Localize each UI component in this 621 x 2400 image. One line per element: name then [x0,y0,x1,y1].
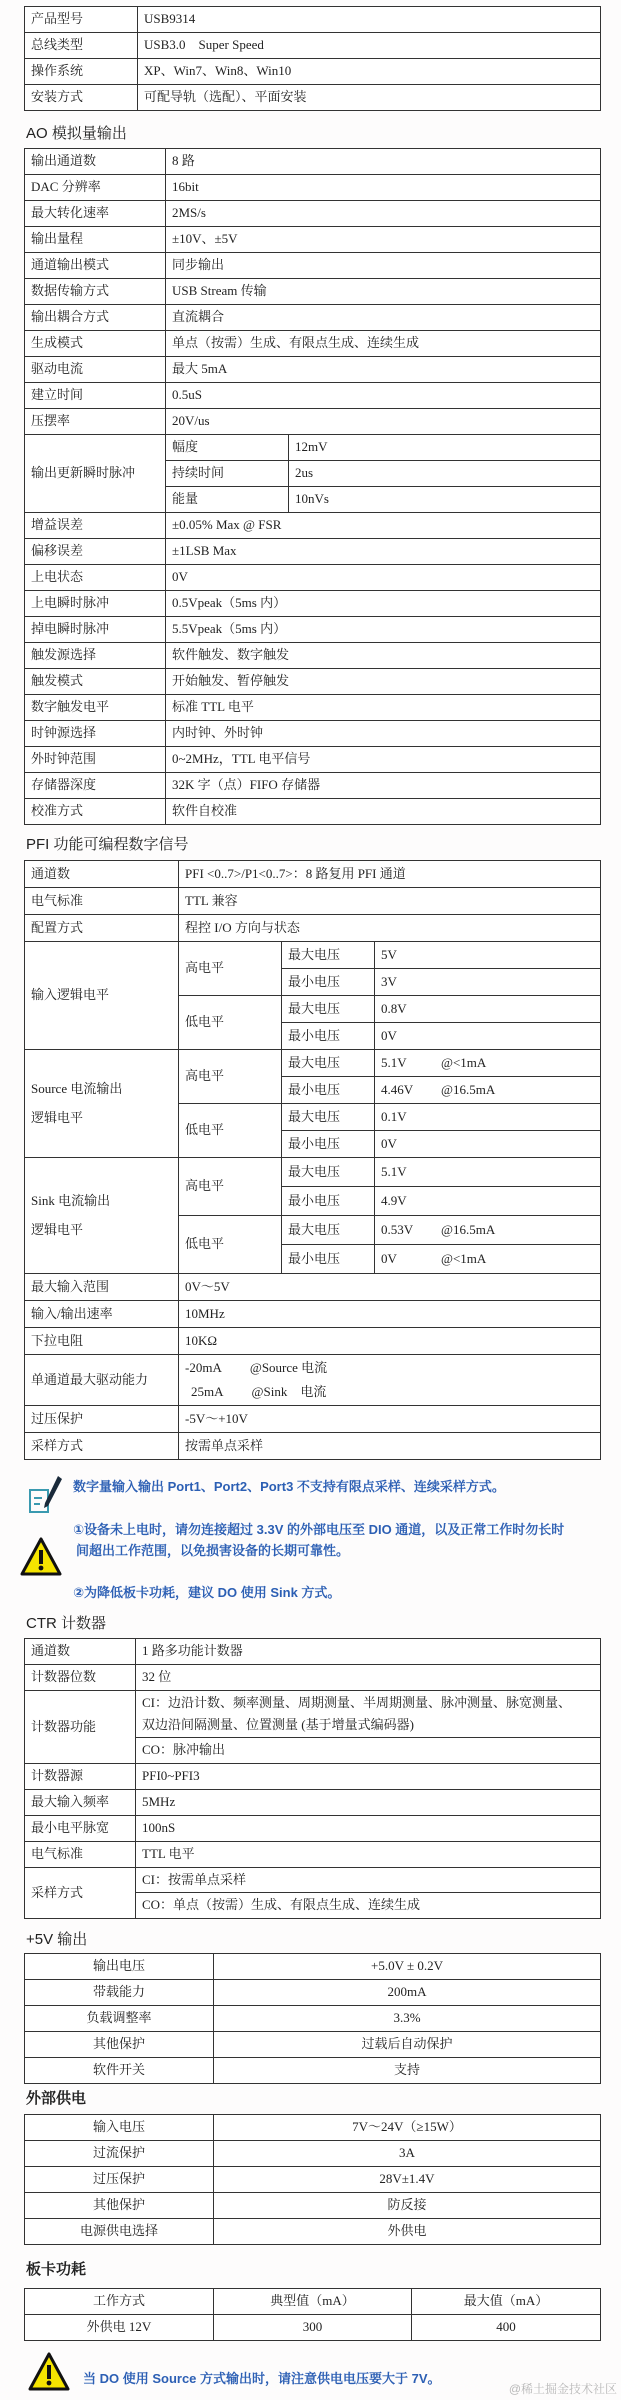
row-value: 100nS [136,1816,601,1842]
sub-label: 最小电压 [282,969,375,996]
row-value: 5MHz [136,1790,601,1816]
row-label: 电源供电选择 [25,2219,214,2245]
watermark: @稀土掘金技术社区 [508,2382,617,2396]
section-title-power-consumption: 板卡功耗 [26,2261,87,2278]
warning-icon [20,1537,62,1581]
sub-label: 最大电压 [282,1050,375,1077]
table-row [25,1980,601,2006]
level-label: 低电平 [179,996,282,1050]
row-value: USB Stream 传输 [166,279,601,305]
level-label: 低电平 [179,1216,282,1274]
column-header: 典型值（mA） [214,2289,412,2315]
row-label: 输出量程 [25,227,166,253]
sub-label: 最大电压 [282,1158,375,1187]
row-value: 0.5uS [166,383,601,409]
voltage-value: 5V [381,946,397,962]
table-row [25,1639,601,1665]
pfi-section [24,860,601,1460]
sub-label: 持续时间 [166,461,289,487]
row-label: 过压保护 [25,1406,179,1433]
table-row [25,2167,601,2193]
warning-text-source-voltage: 当 DO 使用 Source 方式输出时，请注意供电电压要大于 7V。 [83,2371,441,2386]
level-label: 高电平 [179,1158,282,1216]
row-value: 软件自校准 [166,799,601,825]
row-value: 3.3% [214,2006,601,2032]
table-row [25,149,601,175]
table-row [25,1790,601,1816]
row-value: PFI <0..7>/P1<0..7>：8 路复用 PFI 通道 [179,861,601,888]
drive-value: 25mA [191,1384,224,1399]
voltage-value: 0V [381,1027,397,1043]
row-value: CO：单点（按需）生成、有限点生成、连续生成 [136,1893,601,1919]
row-value: 1 路多功能计数器 [136,1639,601,1665]
row-value: 10nVs [289,487,601,513]
table-row [25,695,601,721]
row-label: 外时钟范围 [25,747,166,773]
sub-label: 最小电压 [282,1077,375,1104]
table-row [25,1433,601,1460]
voltage-value: 4.9V [381,1192,407,1208]
row-value: 过载后自动保护 [214,2032,601,2058]
table-row [25,1158,601,1187]
row-label [25,942,179,1050]
voltage-condition: @16.5mA [441,1081,496,1097]
row-label: 上电瞬时脉冲 [25,591,166,617]
row-value [375,1023,601,1050]
voltage-value: 3V [381,973,397,989]
row-value: 软件触发、数字触发 [166,643,601,669]
voltage-value: 5.1V [381,1054,407,1070]
ci-functions-line1: CI：边沿计数、频率测量、周期测量、半周期测量、脉冲测量、脉宽测量、 [142,1695,572,1711]
cell: 400 [412,2315,601,2341]
section-title-5v: +5V 输出 [26,1931,88,1948]
v5-section [24,1953,601,2084]
table-row [25,85,601,111]
warning-icon [28,2352,70,2396]
basic-spec-section [24,6,601,111]
row-label: 过压保护 [25,2167,214,2193]
table-row [25,1868,601,1893]
row-value: USB3.0 Super Speed [138,33,601,59]
row-label: 输入电压 [25,2115,214,2141]
row-value: 32 位 [136,1665,601,1691]
table-row [25,331,601,357]
row-value: 10KΩ [179,1328,601,1355]
row-label: 上电状态 [25,565,166,591]
drive-condition: @Source 电流 [249,1359,328,1375]
table-row [25,253,601,279]
ao-spec-table [24,148,601,825]
row-value: 防反接 [214,2193,601,2219]
level-label: 高电平 [179,942,282,996]
ctr-spec-table [24,1638,601,1919]
voltage-value: 4.46V [381,1081,414,1097]
row-value: -5V～+10V [179,1406,601,1433]
table-row [25,565,601,591]
row-value: +5.0V ± 0.2V [214,1954,601,1980]
voltage-value: 0V [381,1250,397,1266]
group-label-line: 逻辑电平 [31,1221,84,1237]
row-value [375,1131,601,1158]
table-row [25,1816,601,1842]
table-row [25,1842,601,1868]
ao-section [24,148,601,825]
row-label: 掉电瞬时脉冲 [25,617,166,643]
table-row [25,773,601,799]
table-row [25,59,601,85]
table-row [25,747,601,773]
table-row [25,357,601,383]
row-value [375,1050,601,1077]
row-label: 单通道最大驱动能力 [25,1355,179,1406]
voltage-value: 0.8V [381,1000,407,1016]
sub-label: 最小电压 [282,1245,375,1274]
row-value [375,1104,601,1131]
row-label: DAC 分辨率 [25,175,166,201]
row-label: 采样方式 [25,1433,179,1460]
table-row [25,175,601,201]
group-label-line: Sink 电流输出 [31,1193,111,1209]
table-row [25,2032,601,2058]
row-value: 2us [289,461,601,487]
note-pen-icon [28,1474,64,1520]
row-label: 增益误差 [25,513,166,539]
row-label: 采样方式 [25,1868,136,1919]
table-row [25,1355,601,1406]
table-row [25,279,601,305]
row-value: 内时钟、外时钟 [166,721,601,747]
row-value: 标准 TTL 电平 [166,695,601,721]
table-row [25,383,601,409]
row-label: 通道数 [25,861,179,888]
row-value [375,1158,601,1187]
table-header-row [25,2289,601,2315]
sub-label: 最大电压 [282,996,375,1023]
row-label [25,1158,179,1274]
basic-spec-table [24,6,601,111]
voltage-condition: @<1mA [441,1250,487,1266]
sub-label: 最小电压 [282,1187,375,1216]
row-label: 输出电压 [25,1954,214,1980]
warning-text-line2: 间超出工作范围，以免损害设备的长期可靠性。 [76,1543,350,1558]
row-value: 可配导轨（选配）、平面安装 [138,85,601,111]
row-label: 最小电平脉宽 [25,1816,136,1842]
column-header: 最大值（mA） [412,2289,601,2315]
power-section [24,2288,601,2341]
row-label: 最大输入频率 [25,1790,136,1816]
section-title-pfi: PFI 功能可编程数字信号 [26,836,189,853]
table-row [25,2193,601,2219]
row-label: 最大输入范围 [25,1274,179,1301]
row-label: 计数器位数 [25,1665,136,1691]
sub-label: 最大电压 [282,1104,375,1131]
row-value [375,1216,601,1245]
row-value [375,1077,601,1104]
power-consumption-table [24,2288,601,2341]
table-row [25,305,601,331]
row-value: 支持 [214,2058,601,2084]
row-value: 10MHz [179,1301,601,1328]
voltage-value: 0.1V [381,1108,407,1124]
row-value: TTL 兼容 [179,888,601,915]
table-row [25,1301,601,1328]
table-row [25,1691,601,1738]
row-value: 12mV [289,435,601,461]
drive-value: -20mA [185,1359,222,1375]
sub-label: 最大电压 [282,1216,375,1245]
section-title-external-power: 外部供电 [26,2090,87,2107]
row-value: 7V～24V（≥15W） [214,2115,601,2141]
row-value: 28V±1.4V [214,2167,601,2193]
table-row [25,227,601,253]
row-value: 0.5Vpeak（5ms 内） [166,591,601,617]
table-row [25,2058,601,2084]
row-label: 触发模式 [25,669,166,695]
sub-label: 最小电压 [282,1131,375,1158]
section-title-ctr: CTR 计数器 [26,1615,106,1632]
table-row [25,2006,601,2032]
voltage-value: 5.1V [381,1163,407,1179]
row-value [375,1187,601,1216]
row-value: 5.5Vpeak（5ms 内） [166,617,601,643]
row-value: 3A [214,2141,601,2167]
column-header: 工作方式 [25,2289,214,2315]
row-value: 直流耦合 [166,305,601,331]
row-value [375,996,601,1023]
group-label-line: Source 电流输出 [31,1081,123,1097]
voltage-condition: @<1mA [441,1054,487,1070]
row-label: 计数器功能 [25,1691,136,1764]
sub-label: 幅度 [166,435,289,461]
row-label: 其他保护 [25,2032,214,2058]
row-label: 输入/输出速率 [25,1301,179,1328]
table-row [25,942,601,969]
row-value: 0~2MHz，TTL 电平信号 [166,747,601,773]
warning-text-line1: ①设备未上电时，请勿连接超过 3.3V 的外部电压至 DIO 通道，以及正常工作时勿长时 [73,1522,565,1537]
level-label: 高电平 [179,1050,282,1104]
row-label: 电气标准 [25,888,179,915]
table-row [25,201,601,227]
row-label: 电气标准 [25,1842,136,1868]
ctr-section [24,1638,601,1919]
voltage-condition: @16.5mA [441,1221,496,1237]
row-label: 其他保护 [25,2193,214,2219]
row-label: 校准方式 [25,799,166,825]
note-port-sampling: 数字量输入输出 Port1、Port2、Port3 不支持有限点采样、连续采样方式。 [73,1479,505,1494]
table-row [25,1328,601,1355]
voltage-value: 0V [381,1135,397,1151]
table-row [25,7,601,33]
row-label: 产品型号 [25,7,138,33]
row-label: 数据传输方式 [25,279,166,305]
table-row [25,721,601,747]
row-value: 最大 5mA [166,357,601,383]
row-value: 20V/us [166,409,601,435]
ext-power-table [24,2114,601,2245]
row-value: ±0.05% Max @ FSR [166,513,601,539]
row-label: 最大转化速率 [25,201,166,227]
table-row [25,33,601,59]
sub-label: 最小电压 [282,1023,375,1050]
row-label: 输出通道数 [25,149,166,175]
cell: 外供电 12V [25,2315,214,2341]
pfi-logic-levels [25,942,601,1274]
row-value [179,1355,601,1406]
row-value: TTL 电平 [136,1842,601,1868]
row-value: 2MS/s [166,201,601,227]
row-label: 带载能力 [25,1980,214,2006]
row-label: 偏移误差 [25,539,166,565]
row-value: ±10V、±5V [166,227,601,253]
row-value [375,1245,601,1274]
row-label [25,1050,179,1158]
ci-functions-line2: 双边沿间隔测量、位置测量 (基于增量式编码器) [142,1716,414,1732]
row-label: 配置方式 [25,915,179,942]
group-label-line: 输入逻辑电平 [31,987,110,1003]
row-value: 16bit [166,175,601,201]
row-value: PFI0~PFI3 [136,1764,601,1790]
level-label: 低电平 [179,1104,282,1158]
row-value [136,1691,601,1738]
row-label: 输出耦合方式 [25,305,166,331]
table-row [25,1764,601,1790]
table-row [25,799,601,825]
row-label: 输出更新瞬时脉冲 [25,435,166,513]
table-row [25,617,601,643]
row-value: CI：按需单点采样 [136,1868,601,1893]
table-row [25,888,601,915]
row-label: 安装方式 [25,85,138,111]
row-label: 压摆率 [25,409,166,435]
row-label: 时钟源选择 [25,721,166,747]
table-row [25,2115,601,2141]
row-label: 数字触发电平 [25,695,166,721]
table-row [25,1954,601,1980]
table-row [25,2141,601,2167]
voltage-value: 0.53V [381,1221,414,1237]
row-label: 通道输出模式 [25,253,166,279]
row-value: ±1LSB Max [166,539,601,565]
pfi-spec-table [24,860,601,1460]
row-value: 外供电 [214,2219,601,2245]
table-row [25,1665,601,1691]
row-label: 驱动电流 [25,357,166,383]
v5-spec-table [24,1953,601,2084]
table-row [25,861,601,888]
row-value: 32K 字（点）FIFO 存储器 [166,773,601,799]
table-row [25,1274,601,1301]
ao-pulse-group [25,435,601,513]
table-row [25,513,601,539]
row-value: 开始触发、暂停触发 [166,669,601,695]
table-row [25,435,601,461]
sub-label: 最大电压 [282,942,375,969]
row-value: 按需单点采样 [179,1433,601,1460]
table-row [25,2315,601,2341]
row-label: 下拉电阻 [25,1328,179,1355]
row-value [375,942,601,969]
row-value: USB9314 [138,7,601,33]
row-label: 生成模式 [25,331,166,357]
table-row [25,915,601,942]
row-value: CO：脉冲输出 [136,1738,601,1764]
row-label: 总线类型 [25,33,138,59]
ext-section [24,2114,601,2245]
row-label: 负载调整率 [25,2006,214,2032]
row-label: 建立时间 [25,383,166,409]
row-value: 同步输出 [166,253,601,279]
group-label-line: 逻辑电平 [31,1109,84,1125]
table-row [25,591,601,617]
warning-text-sink: ②为降低板卡功耗，建议 DO 使用 Sink 方式。 [73,1585,341,1600]
row-value: 0V～5V [179,1274,601,1301]
sub-label: 能量 [166,487,289,513]
table-row [25,643,601,669]
table-row [25,2219,601,2245]
row-value: 程控 I/O 方向与状态 [179,915,601,942]
row-value: 8 路 [166,149,601,175]
cell: 300 [214,2315,412,2341]
row-label: 操作系统 [25,59,138,85]
row-label: 通道数 [25,1639,136,1665]
row-label: 触发源选择 [25,643,166,669]
row-label: 过流保护 [25,2141,214,2167]
row-label: 计数器源 [25,1764,136,1790]
table-row [25,1406,601,1433]
table-row [25,1050,601,1077]
row-value: 200mA [214,1980,601,2006]
row-value: 0V [166,565,601,591]
row-label: 存储器深度 [25,773,166,799]
row-value [375,969,601,996]
section-title-ao: AO 模拟量输出 [26,125,127,142]
row-label: 软件开关 [25,2058,214,2084]
row-value: 单点（按需）生成、有限点生成、连续生成 [166,331,601,357]
row-value: XP、Win7、Win8、Win10 [138,59,601,85]
table-row [25,669,601,695]
table-row [25,539,601,565]
table-row [25,409,601,435]
drive-condition: @Sink 电流 [251,1384,327,1399]
